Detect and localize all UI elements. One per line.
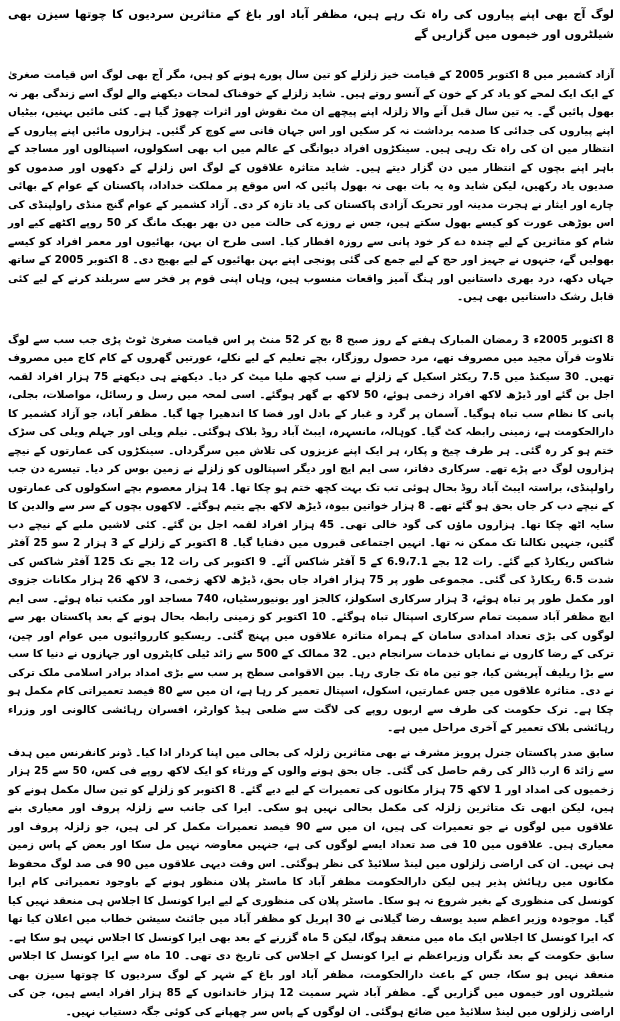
article-intro-headline: لوگ آج بھی اپنے پیاروں کی راہ تک رہے ہیں، مظفر آباد اور باغ کے متاثرین سردیوں کا چوتھا سیزن بھی شیلٹروں اور خیموں میں گزاریں گے bbox=[8, 4, 614, 44]
article-paragraph-3: سابق صدر پاکستان جنرل پرویز مشرف نے بھی متاثرین زلزلہ کی بحالی میں اپنا کردار ادا کیا۔ ڈونر کانفرنس میں ہدف سے زائد 6 ارب ڈالر کی رقم حاصل کی گئی۔ جاں بحق ہونے والوں کے ورثاء کو ایک لاکھ روپے فی کس، 50 سے 25 ہزار زخمیوں کی امداد اور 1 لاکھ 75 ہزار مکانوں کی تعمیرات کے لیے دیے گئے۔ 8 اکتوبر کو زلزلے کو تین سال مکمل ہونے کو ہیں، لیکن ابھی تک متاثرین زلزلہ کی مکمل بحالی نہیں ہو سکی۔ ایرا کی جانب سے زلزلہ پروف اور معیاری بنے علاقوں میں لوگوں نے جو تعمیرات کی ہیں، ان میں سے 90 فیصد تعمیرات مکمل کر لی ہیں، جو زلزلہ پروف اور معیاری ہیں۔ علاقوں میں 10 فی صد تعداد ایسے لوگوں کی ہے، جنہیں معاوضہ نہیں مل سکا اور بعض کے پاس زمین ہی نہیں۔ ان کی اراضی زلزلوں میں لینڈ سلائیڈ کی نظر ہوگئی۔ اس وقت دیہی علاقوں میں 90 فی صد لوگ محفوظ مکانوں میں رہائش پذیر ہیں لیکن دارالحکومت مظفر آباد کا ماسٹر پلان منظور ہونے کے باوجود تعمیراتی کام ایرا کونسل کی منظوری کے بغیر شروع نہ ہو سکا۔ ماسٹر پلان کی منظوری کے لیے ایرا کونسل کا اجلاس ہی منعقد نہیں کیا گیا۔ موجودہ وزیر اعظم سید یوسف رضا گیلانی نے 30 اپریل کو مظفر آباد میں جائنٹ سیشن خطاب میں اعلان کیا تھا کہ ایرا کونسل کا اجلاس ایک ماہ میں منعقد ہوگا، لیکن 5 ماہ گزرنے کے بعد بھی ایرا کونسل کا اجلاس نہیں ہو سکا ہے۔ سابق حکومت کے بعد نگراں وزیراعظم نے ایرا کونسل کے اجلاس کی تاریخ دی تھی۔ 10 ماہ سے ایرا کونسل کا اجلاس منعقد نہیں ہو سکا، جس کے باعث دارالحکومت، مظفر آباد اور باغ کے شہر کے لوگ سردیوں کا چوتھا سیزن بھی شیلٹروں اور خیموں میں گزاریں گے۔ مظفر آباد شہر سمیت 12 ہزار خاندانوں کے 85 ہزار افراد ایسے ہیں، جن کی اراضی زلزلوں میں لینڈ سلائیڈ میں ضائع ہوگئی۔ ان لوگوں کے پاس سر چھپانے کی کوئی جگہ دستیاب نہیں۔ bbox=[8, 744, 614, 1021]
article-paragraph-2: 8 اکتوبر 2005ء 3 رمضان المبارک ہفتے کے روز صبح 8 بج کر 52 منٹ پر اس قیامت صغریٰ ٹوٹ پڑی جب سب سے لوگ تلاوت قرآن مجید میں مصروف تھے، مرد حصول روزگار، بچے تعلیم کے لیے نکلے، عورتیں گھروں کے کام کاج میں مصروف تھیں۔ 30 سیکنڈ میں 7.5 ریکٹر اسکیل کے زلزلے نے سب کچھ ملیا میٹ کر دیا۔ دیکھتے ہی دیکھتے 75 ہزار افراد لقمہ اجل بن گئے اور ڈیڑھ لاکھ افراد زخمی ہوئے، 50 لاکھ بے گھر ہوگئے۔ اسی لمحہ میں رسل و رسائل، مواصلات، بجلی، پانی کا نظام سب تباہ ہوگیا۔ آسمان پر گرد و غبار کے بادل اور فضا کا اندھیرا چھا گیا۔ مظفر آباد، جو آزاد کشمیر کا دارالحکومت ہے، زمینی رابطہ کٹ گیا۔ کوہالہ، مانسہرہ، ایبٹ آباد روڈ بلاک ہوگئی۔ نیلم ویلی اور جہلم ویلی کی سڑک ختم ہو کر رہ گئی۔ ہر طرف چیخ و پکار، ہر ایک اپنے عزیزوں کی تلاش میں سرگرداں۔ سینکڑوں کی عمارتوں کے نیچے ہزاروں لوگ دبے پڑے تھے۔ سرکاری دفاتر، سی ایم ایچ اور دیگر اسپتالوں کو زلزلے نے زمین بوس کر دیا۔ تیسرے دن جب راولپنڈی، براستہ ایبٹ آباد روڈ بحال ہوئی تب تک بہت کچھ ختم ہو چکا تھا۔ 14 ہزار معصوم بچے اسکولوں کی عمارتوں کے نیچے دب کر جاں بحق ہو گئے تھے۔ 8 ہزار خواتین بیوہ، ڈیڑھ لاکھ بچے یتیم ہوگئے۔ لاکھوں بچوں کے سر سے والدین کا سایہ اٹھ چکا تھا۔ ہزاروں ماؤں کی گود خالی تھی۔ 45 ہزار افراد لقمہ اجل بن گئے۔ کئی لاشیں ملبے کے نیچے دب گئیں، جنہیں نکالنا تک ممکن نہ تھا۔ انہیں اجتماعی قبروں میں دفنایا گیا۔ 8 اکتوبر کے زلزلے کے 3 ہزار 2 سو 25 آفٹر شاکس ریکارڈ کیے گئے۔ رات 12 بجے 6.9،7.1 کے 5 آفٹر شاکس آئے۔ 9 اکتوبر کی رات 12 بجے تک 125 آفٹر شاکس کی شدت 6.5 ریکارڈ کی گئی۔ مجموعی طور پر 75 ہزار افراد جاں بحق، ڈیڑھ لاکھ زخمی، 3 لاکھ 26 ہزار مکانات جزوی اور مکمل طور پر تباہ ہوئے، 3 ہزار سرکاری اسکولز، کالجز اور یونیورسٹیاں، 740 مساجد اور مکتب تباہ ہوئے۔ سی ایم ایچ مظفر آباد سمیت تمام سرکاری اسپتال تباہ ہوگئے۔ 10 اکتوبر کو زمینی رابطہ بحال ہونے کے بعد پاکستان بھر سے لوگوں کی بڑی تعداد امدادی سامان کے ہمراہ متاثرہ علاقوں میں پہنچ گئی۔ ریسکیو کارروائیوں میں عوام اور چین، ترکی کے رضا کاروں نے نمایاں خدمات سرانجام دیں۔ 32 ممالک کے 500 سے زائد ٹیلی کاپٹروں اور جہازوں نے دنیا کا سب سے بڑا ریلیف آپریشن کیا، جو تین ماہ تک جاری رہا۔ بین الاقوامی سطح پر سب سے بڑی امداد برادر اسلامی ملک ترکی نے دی۔ متاثرہ علاقوں میں جس عمارتیں، اسکول، اسپتال تعمیر کر رہا ہے، ان میں سے 80 فیصد تعمیراتی کام مکمل ہو چکا ہے۔ ترک حکومت کی طرف سے اربوں روپے کی لاگت سے ضلعی ہیڈ کوارٹر، افسران رہائشی کالونی اور وزراء رہائشی بلاک تعمیر کے آخری مراحل میں ہے۔ bbox=[8, 331, 614, 738]
article-paragraph-1: آزاد کشمیر میں 8 اکتوبر 2005 کے قیامت خیز زلزلے کو تین سال پورے ہونے کو ہیں، مگر آج بھی لوگ اس قیامت صغریٰ کے ایک ایک لمحے کو یاد کر کے خون کے آنسو روتے ہیں۔ شاید زلزلے کے خوفناک لمحات دیکھنے والے لوگ اسے زندگی بھر نہ بھول پائیں گے۔ یہ تین سال قبل آنے والا زلزلہ اپنے پیچھے ان مٹ نقوش اور اثرات چھوڑ گیا ہے۔ کئی مائیں بہنیں، بیٹیاں اپنے پیاروں کی جدائی کا صدمہ برداشت نہ کر سکیں اور اس جہان فانی سے کوچ کر گئیں۔ ہزاروں مائیں اپنے پیاروں کے انتظار میں ان کی راہ تک رہی ہیں۔ سینکڑوں افراد دیوانگی کے عالم میں اب بھی اسکولوں، اسپتالوں اور مساجد کے باہر اپنے بچوں کے انتظار میں دن گزار دیتے ہیں۔ شاید متاثرہ علاقوں کے لوگ اس زلزلے کے دکھوں اور صدموں کو صدیوں یاد رکھیں، لیکن شاید وہ یہ بات بھی نہ بھول پائیں کہ اس موقع پر مملکت خداداد، پاکستان کے عوام کے بھائی چارے اور ایثار نے ہجرت مدینہ اور تحریک آزادی پاکستان کی یاد تازہ کر دی۔ آزاد کشمیر کے عوام گنج منڈی راولپنڈی کی اس بوڑھی عورت کو کیسے بھول سکتے ہیں، جس نے روزے کی حالت میں دن بھر بھیک مانگ کر 50 روپے اکٹھے کیے اور شام کو متاثرین کے لیے چندہ دے کر خود پانی سے روزہ افطار کیا۔ اسی طرح ان بہن، بھائیوں اور معمر افراد کو کیسے بھولیں گے، جنہوں نے جہیز اور حج کے لیے جمع کی گئی پونجی اپنے بہن بھائیوں کے لیے بھیج دی۔ 8 اکتوبر 2005 کے ساتھ جہاں دکھ، درد بھری داستانیں اور ہنگ آمیز واقعات منسوب ہیں، وہاں اپنی قوم پر فخر سے سربلند کرنے کے لیے کئی قابل رشک داستانیں بھی ہیں۔ bbox=[8, 66, 614, 307]
